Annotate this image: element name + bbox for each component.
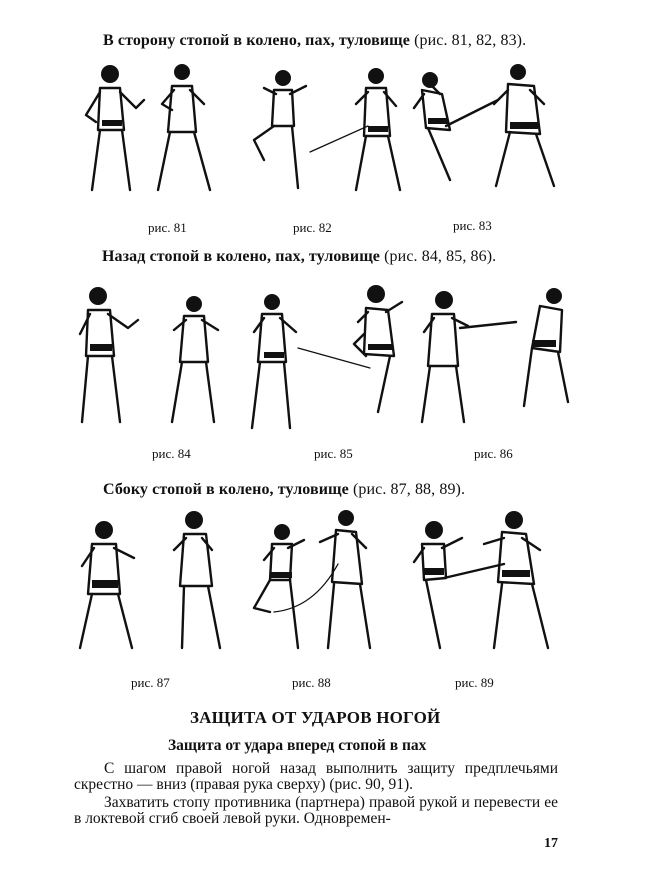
karate-illustration-row2 [76, 282, 576, 432]
row1-heading-ref: (рис. 81, 82, 83). [414, 32, 527, 49]
figure-85-drawing [252, 285, 402, 428]
row3-heading-ref: (рис. 87, 88, 89). [352, 481, 466, 498]
section-subtitle: Защита от удара вперед стопой в пах [168, 737, 427, 754]
figure-89-drawing [414, 511, 548, 648]
row1-heading [103, 32, 526, 50]
figure-group-row3 [74, 508, 564, 658]
karate-illustration-row3 [74, 508, 564, 658]
figure-group-row1 [78, 60, 588, 205]
figure-81-drawing [86, 64, 210, 190]
caption-fig-86: рис. 86 [474, 446, 513, 461]
row2-heading-ref: (рис. 84, 85, 86). [384, 248, 497, 265]
caption-fig-81: рис. 81 [148, 220, 187, 235]
row2-heading [102, 248, 496, 266]
figure-83-drawing [414, 64, 554, 186]
figure-84-drawing [80, 287, 218, 422]
caption-fig-85: рис. 85 [314, 446, 353, 461]
row1-heading-text: В сторону стопой в колено, пах, туловище [103, 32, 410, 49]
section-title: ЗАЩИТА ОТ УДАРОВ НОГОЙ [190, 708, 441, 727]
figure-88-drawing [254, 510, 370, 648]
page-number: 17 [544, 836, 558, 851]
figure-87-drawing [80, 511, 220, 648]
caption-fig-82: рис. 82 [293, 220, 332, 235]
caption-fig-83: рис. 83 [453, 218, 492, 233]
row3-heading-text: Сбоку стопой в колено, туловище [103, 481, 349, 498]
caption-fig-89: рис. 89 [455, 675, 494, 690]
caption-fig-88: рис. 88 [292, 675, 331, 690]
karate-illustration-row1 [78, 60, 588, 205]
paragraph-1: С шагом правой ногой назад выполнить защиту предплечьями скрестно — вниз (правая рука сверху) (рис. 90, 91). [74, 760, 558, 794]
caption-fig-87: рис. 87 [131, 675, 170, 690]
row3-heading [103, 481, 465, 499]
figure-82-drawing [254, 68, 400, 190]
paragraph-2: Захватить стопу противника (партнера) правой рукой и перевести ее в локтевой сгиб своей левой руки. Одновремен- [74, 794, 558, 828]
figure-86-drawing [422, 288, 568, 422]
figure-group-row2 [76, 282, 576, 432]
row2-heading-text: Назад стопой в колено, пах, туловище [102, 248, 381, 265]
caption-fig-84: рис. 84 [152, 446, 191, 461]
